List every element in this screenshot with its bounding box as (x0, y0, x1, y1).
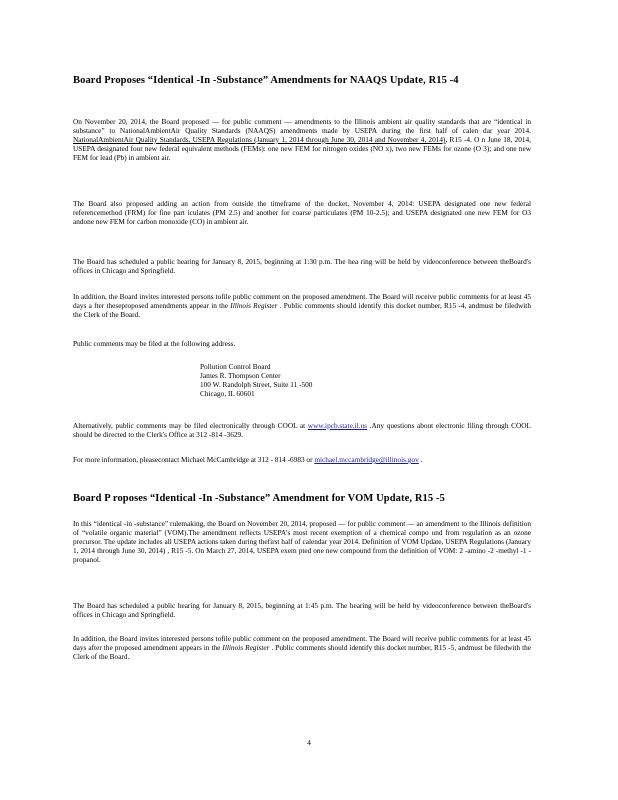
paragraph-text: . Public comments should identify this docket number, R15 -4, andmust be filedwith the Clerk of the Board. (73, 300, 531, 319)
paragraph-text: Alternatively, public comments may be filed electronically through COOL at (73, 421, 308, 430)
paragraph-text: In this “identical -in -substance” rulemaking, the Board on November 20, 2014, proposed — for public comment — an amendment to the Illinois definition of “volatile organic material” (VOM).The amendment reflects USEPA's most recent exemption of a chemical compo und from regulation as an ozone precursor. The update includes all USEPA actions taken during thefirst half of calendar year 2014. Definition of VOM Update, USEPA Regulations (January 1, 2014 through June 30, 2014) (73, 519, 531, 555)
paragraph-text: , R15 -5. On March 27, 2014, USEPA exem pted one new compound from the definition of VOM: 2 -amino -2 -methyl -1 -propanol. (73, 545, 531, 564)
paragraph (73, 635, 531, 662)
page-number: 4 (307, 738, 311, 747)
paragraph-text: , R15 -4. O n June 18, 2014, USEPA designated four new federal equivalent methods (FEMs): one new FEM for nitrogen oxides (NO x), two new FEMs for ozone (O 3); and one new FEM for lead (Pb) in ambient air. (73, 134, 531, 162)
paragraph: The Board has scheduled a public hearing for January 8, 2015, beginning at 1:30 p.m. The hea ring will be held by videoconference between theBoard's offices in Chicago and Springfield. (73, 257, 531, 275)
section-heading-r15-5: Board P roposes “Identical -In -Substance” Amendment for VOM Update, R15 -5 (73, 493, 445, 504)
paragraph-text: . (418, 455, 423, 464)
paragraph-text: In addition, the Board invites interested persons tofile public comment on the proposed amendment. The Board will receive public comments for at least 45 days a fter theseproposed amendments appear in the (73, 292, 531, 310)
address-line: Pollution Control Board (200, 362, 271, 371)
paragraph (73, 456, 531, 465)
paragraph (73, 520, 531, 565)
paragraph (73, 118, 531, 163)
address-line: 100 W. Randolph Street, Suite 11 -500 (200, 379, 313, 389)
paragraph-text: On November 20, 2014, the Board proposed — for public comment — amendments to the Illinois ambient air quality standards that are “identical in substance” to NationalAmbientAir Quality Standards (NAAQS) amendments made by USEPA during the first half of calen dar year 2014. (73, 117, 531, 135)
paragraph-text: In addition, the Board invites interested persons tofile public comment on the proposed amendment. The Board will receive public comments for at least 45 days after the proposed amendment appears in the (73, 634, 531, 652)
address-line: James R. Thompson Center (200, 370, 281, 380)
publication-title: Illinois Register (222, 642, 270, 652)
mailing-address (200, 363, 400, 399)
paragraph-text: . Public comments should identify this docket number, R15 -5, andmust be filedwith the Clerk of the Board. (73, 642, 531, 661)
section-heading-r15-4: Board Proposes “Identical -In -Substance” Amendments for NAAQS Update, R15 -4 (73, 75, 459, 86)
website-link[interactable]: www.ipcb.state.il.us (307, 421, 367, 430)
publication-title: Illinois Register (230, 300, 278, 310)
regulations-link[interactable]: NationalAmbientAir Quality Standards, USEPA Regulations (January 1, 2014 through June 30, 2014 and November 4, 2014) (73, 134, 446, 144)
paragraph-text: For more information, pleasecontact Michael McCambridge at 312 - 814 -6983 or (73, 455, 315, 464)
paragraph: The Board has scheduled a public hearing for January 8, 2015, beginning at 1:45 p.m. The hearing will be held by videoconference between theBoard's offices in Chicago and Springfield. (73, 601, 531, 619)
paragraph (73, 293, 531, 320)
paragraph-text: .Any questions about electronic filing through COOL should be directed to the Clerk's Office at 312 -814 -3629. (73, 421, 532, 439)
address-line: Chicago, IL 60601 (200, 388, 255, 398)
paragraph (73, 422, 531, 440)
paragraph: The Board also proposed adding an action from outside the timeframe of the docket, November 4, 2014: USEPA designated one new federal referencemethod (FRM) for fine part iculates (PM 2.5) and another for coarse particulates (PM 10-2.5); and USEPA designated one new FEM for O3 andone new FEM for carbon monoxide (CO) in ambient air. (73, 199, 531, 226)
email-link[interactable]: michael.mccambridge@illinois.gov (314, 455, 419, 464)
paragraph: Public comments may be filed at the following address. (73, 339, 236, 348)
